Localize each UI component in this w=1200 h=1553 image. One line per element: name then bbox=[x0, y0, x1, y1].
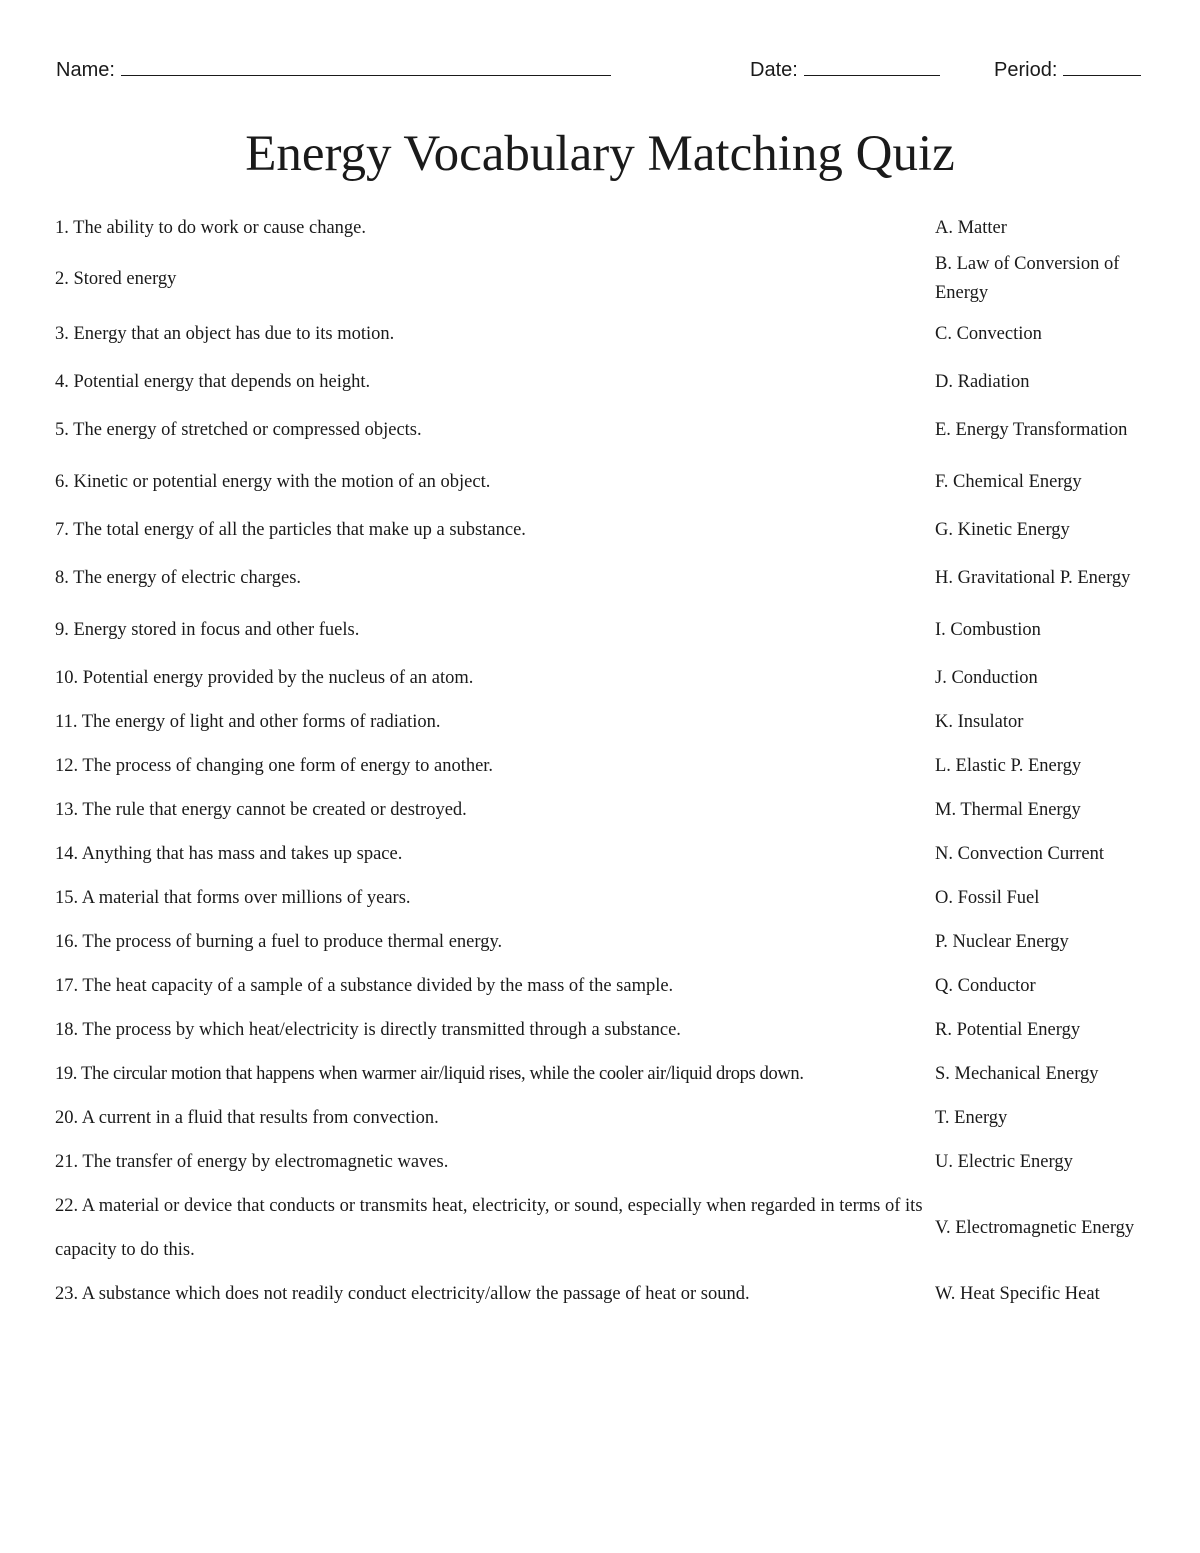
definition: 10. Potential energy provided by the nucleus of an atom. bbox=[55, 668, 474, 688]
quiz-row bbox=[55, 744, 1155, 788]
term-option: V. Electromagnetic Energy bbox=[935, 1217, 1135, 1238]
quiz-row bbox=[55, 1140, 1155, 1184]
quiz-row bbox=[55, 700, 1155, 744]
definition: 18. The process by which heat/electricity is directly transmitted through a substance. bbox=[55, 1020, 681, 1040]
definition: 4. Potential energy that depends on height. bbox=[55, 372, 371, 392]
student-info-header bbox=[56, 57, 1146, 87]
definition: 21. The transfer of energy by electromagnetic waves. bbox=[55, 1152, 449, 1172]
name-label: Name: bbox=[56, 59, 115, 81]
term-option: J. Conduction bbox=[935, 667, 1038, 688]
definition: 9. Energy stored in focus and other fuels. bbox=[55, 620, 360, 640]
definition: 2. Stored energy bbox=[55, 269, 177, 289]
term-option: R. Potential Energy bbox=[935, 1019, 1081, 1040]
definition: 19. The circular motion that happens when warmer air/liquid rises, while the cooler air/liquid drops down. bbox=[55, 1064, 804, 1084]
term-option: O. Fossil Fuel bbox=[935, 887, 1040, 908]
definition: 7. The total energy of all the particles that make up a substance. bbox=[55, 520, 526, 540]
quiz-row bbox=[55, 1052, 1155, 1096]
term-option: E. Energy Transformation bbox=[935, 419, 1128, 440]
definition: 13. The rule that energy cannot be created or destroyed. bbox=[55, 800, 467, 820]
period-label: Period: bbox=[994, 59, 1058, 81]
definition: 11. The energy of light and other forms of radiation. bbox=[55, 712, 441, 732]
definition: 12. The process of changing one form of energy to another. bbox=[55, 756, 494, 776]
term-option: F. Chemical Energy bbox=[935, 471, 1082, 492]
date-blank[interactable] bbox=[804, 57, 940, 76]
quiz-row bbox=[55, 206, 1155, 250]
term-option: N. Convection Current bbox=[935, 843, 1105, 864]
term-option: Q. Conductor bbox=[935, 975, 1036, 996]
quiz-row bbox=[55, 508, 1155, 552]
date-field[interactable] bbox=[750, 57, 940, 82]
definition: 20. A current in a fluid that results from convection. bbox=[55, 1108, 439, 1128]
term-option: B. Law of Conversion of Energy bbox=[935, 254, 1120, 303]
quiz-row bbox=[55, 876, 1155, 920]
quiz-row bbox=[55, 552, 1155, 604]
quiz-row bbox=[55, 308, 1155, 360]
quiz-row bbox=[55, 656, 1155, 700]
quiz-row bbox=[55, 604, 1155, 656]
quiz-row bbox=[55, 832, 1155, 876]
quiz-row bbox=[55, 964, 1155, 1008]
quiz-row bbox=[55, 456, 1155, 508]
quiz-row bbox=[55, 404, 1155, 456]
definition: 16. The process of burning a fuel to produce thermal energy. bbox=[55, 932, 503, 952]
definition: 17. The heat capacity of a sample of a substance divided by the mass of the sample. bbox=[55, 976, 674, 996]
term-option: G. Kinetic Energy bbox=[935, 519, 1070, 540]
quiz-row bbox=[55, 788, 1155, 832]
definition: 5. The energy of stretched or compressed objects. bbox=[55, 420, 422, 440]
term-option: A. Matter bbox=[935, 217, 1007, 238]
term-option: D. Radiation bbox=[935, 371, 1030, 392]
term-option: L. Elastic P. Energy bbox=[935, 755, 1082, 776]
term-option: U. Electric Energy bbox=[935, 1151, 1073, 1172]
definition: 8. The energy of electric charges. bbox=[55, 568, 302, 588]
quiz-row bbox=[55, 250, 1155, 308]
definition: 3. Energy that an object has due to its motion. bbox=[55, 324, 395, 344]
period-blank[interactable] bbox=[1063, 57, 1141, 76]
term-option: C. Convection bbox=[935, 323, 1042, 344]
term-option: T. Energy bbox=[935, 1107, 1008, 1128]
definition: 22. A material or device that conducts or transmits heat, electricity, or sound, especially when regarded in terms of its capacity to do this. bbox=[55, 1196, 923, 1260]
term-option: I. Combustion bbox=[935, 619, 1041, 640]
term-option: W. Heat Specific Heat bbox=[935, 1283, 1100, 1304]
definition: 1. The ability to do work or cause change. bbox=[55, 218, 366, 238]
quiz-row bbox=[55, 920, 1155, 964]
date-label: Date: bbox=[750, 59, 798, 81]
quiz-row bbox=[55, 1008, 1155, 1052]
term-option: H. Gravitational P. Energy bbox=[935, 567, 1131, 588]
term-option: S. Mechanical Energy bbox=[935, 1063, 1099, 1084]
period-field[interactable] bbox=[994, 57, 1141, 82]
definition: 23. A substance which does not readily conduct electricity/allow the passage of heat or sound. bbox=[55, 1284, 750, 1304]
quiz-row bbox=[55, 360, 1155, 404]
page-title: Energy Vocabulary Matching Quiz bbox=[245, 126, 955, 182]
definition: 14. Anything that has mass and takes up space. bbox=[55, 844, 403, 864]
quiz-row bbox=[55, 1096, 1155, 1140]
definition: 15. A material that forms over millions of years. bbox=[55, 888, 411, 908]
matching-quiz bbox=[55, 206, 1155, 1316]
quiz-row bbox=[55, 1184, 1155, 1272]
name-blank[interactable] bbox=[121, 57, 611, 76]
name-field[interactable] bbox=[56, 57, 611, 82]
quiz-row bbox=[55, 1272, 1155, 1316]
term-option: P. Nuclear Energy bbox=[935, 931, 1069, 952]
term-option: M. Thermal Energy bbox=[935, 799, 1081, 820]
definition: 6. Kinetic or potential energy with the motion of an object. bbox=[55, 472, 491, 492]
term-option: K. Insulator bbox=[935, 711, 1024, 732]
